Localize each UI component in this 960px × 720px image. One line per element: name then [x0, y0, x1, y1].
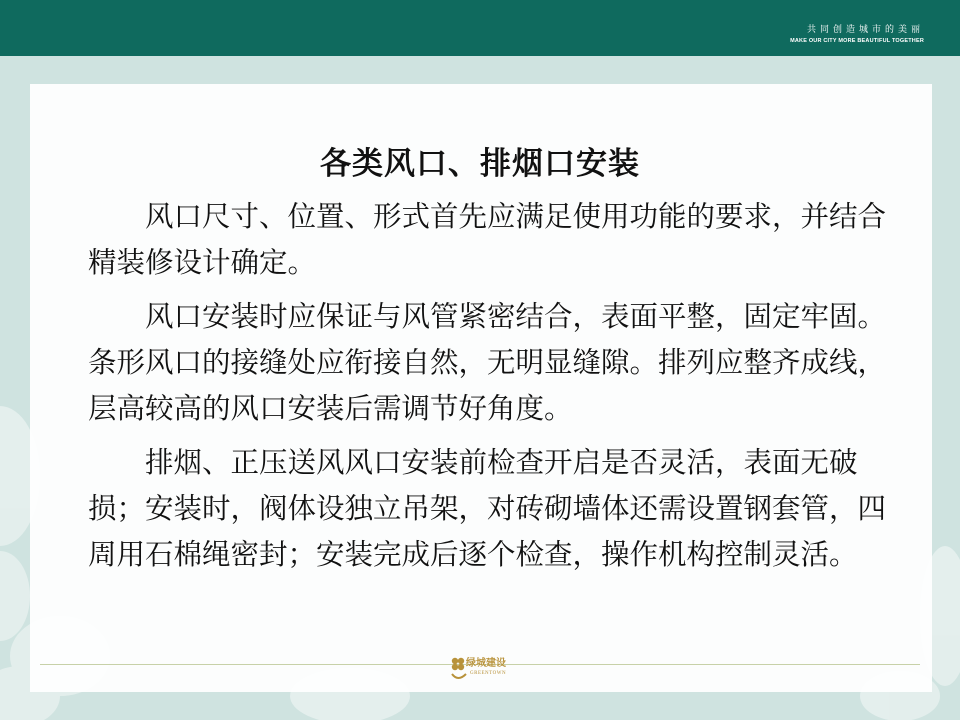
slogan-english: MAKE OUR CITY MORE BEAUTIFUL TOGETHER — [790, 38, 924, 44]
header-bar — [0, 0, 960, 56]
paragraph-1: 风口尺寸、位置、形式首先应满足使用功能的要求，并结合精装修设计确定。 — [88, 200, 887, 279]
slogan-chinese: 共同创造城市的美丽 — [806, 25, 924, 35]
logo-name-english: GREENTOWN — [470, 671, 507, 676]
slide-body — [88, 194, 910, 586]
logo-name-chinese: 绿城建设 — [466, 658, 506, 669]
slide-title: 各类风口、排烟口安装 — [320, 146, 640, 182]
paragraph-2: 风口安装时应保证与风管紧密结合，表面平整，固定牢固。条形风口的接缝处应衔接自然，无明显缝隙。排列应整齐成线，层高较高的风口安装后需调节好角度。 — [88, 300, 887, 425]
paragraph-3: 排烟、正压送风风口安装前检查开启是否灵活，表面无破损；安装时，阀体设独立吊架，对砖砌墙体还需设置钢套管，四周用石棉绳密封；安装完成后逐个检查，操作机构控制灵活。 — [88, 446, 887, 571]
